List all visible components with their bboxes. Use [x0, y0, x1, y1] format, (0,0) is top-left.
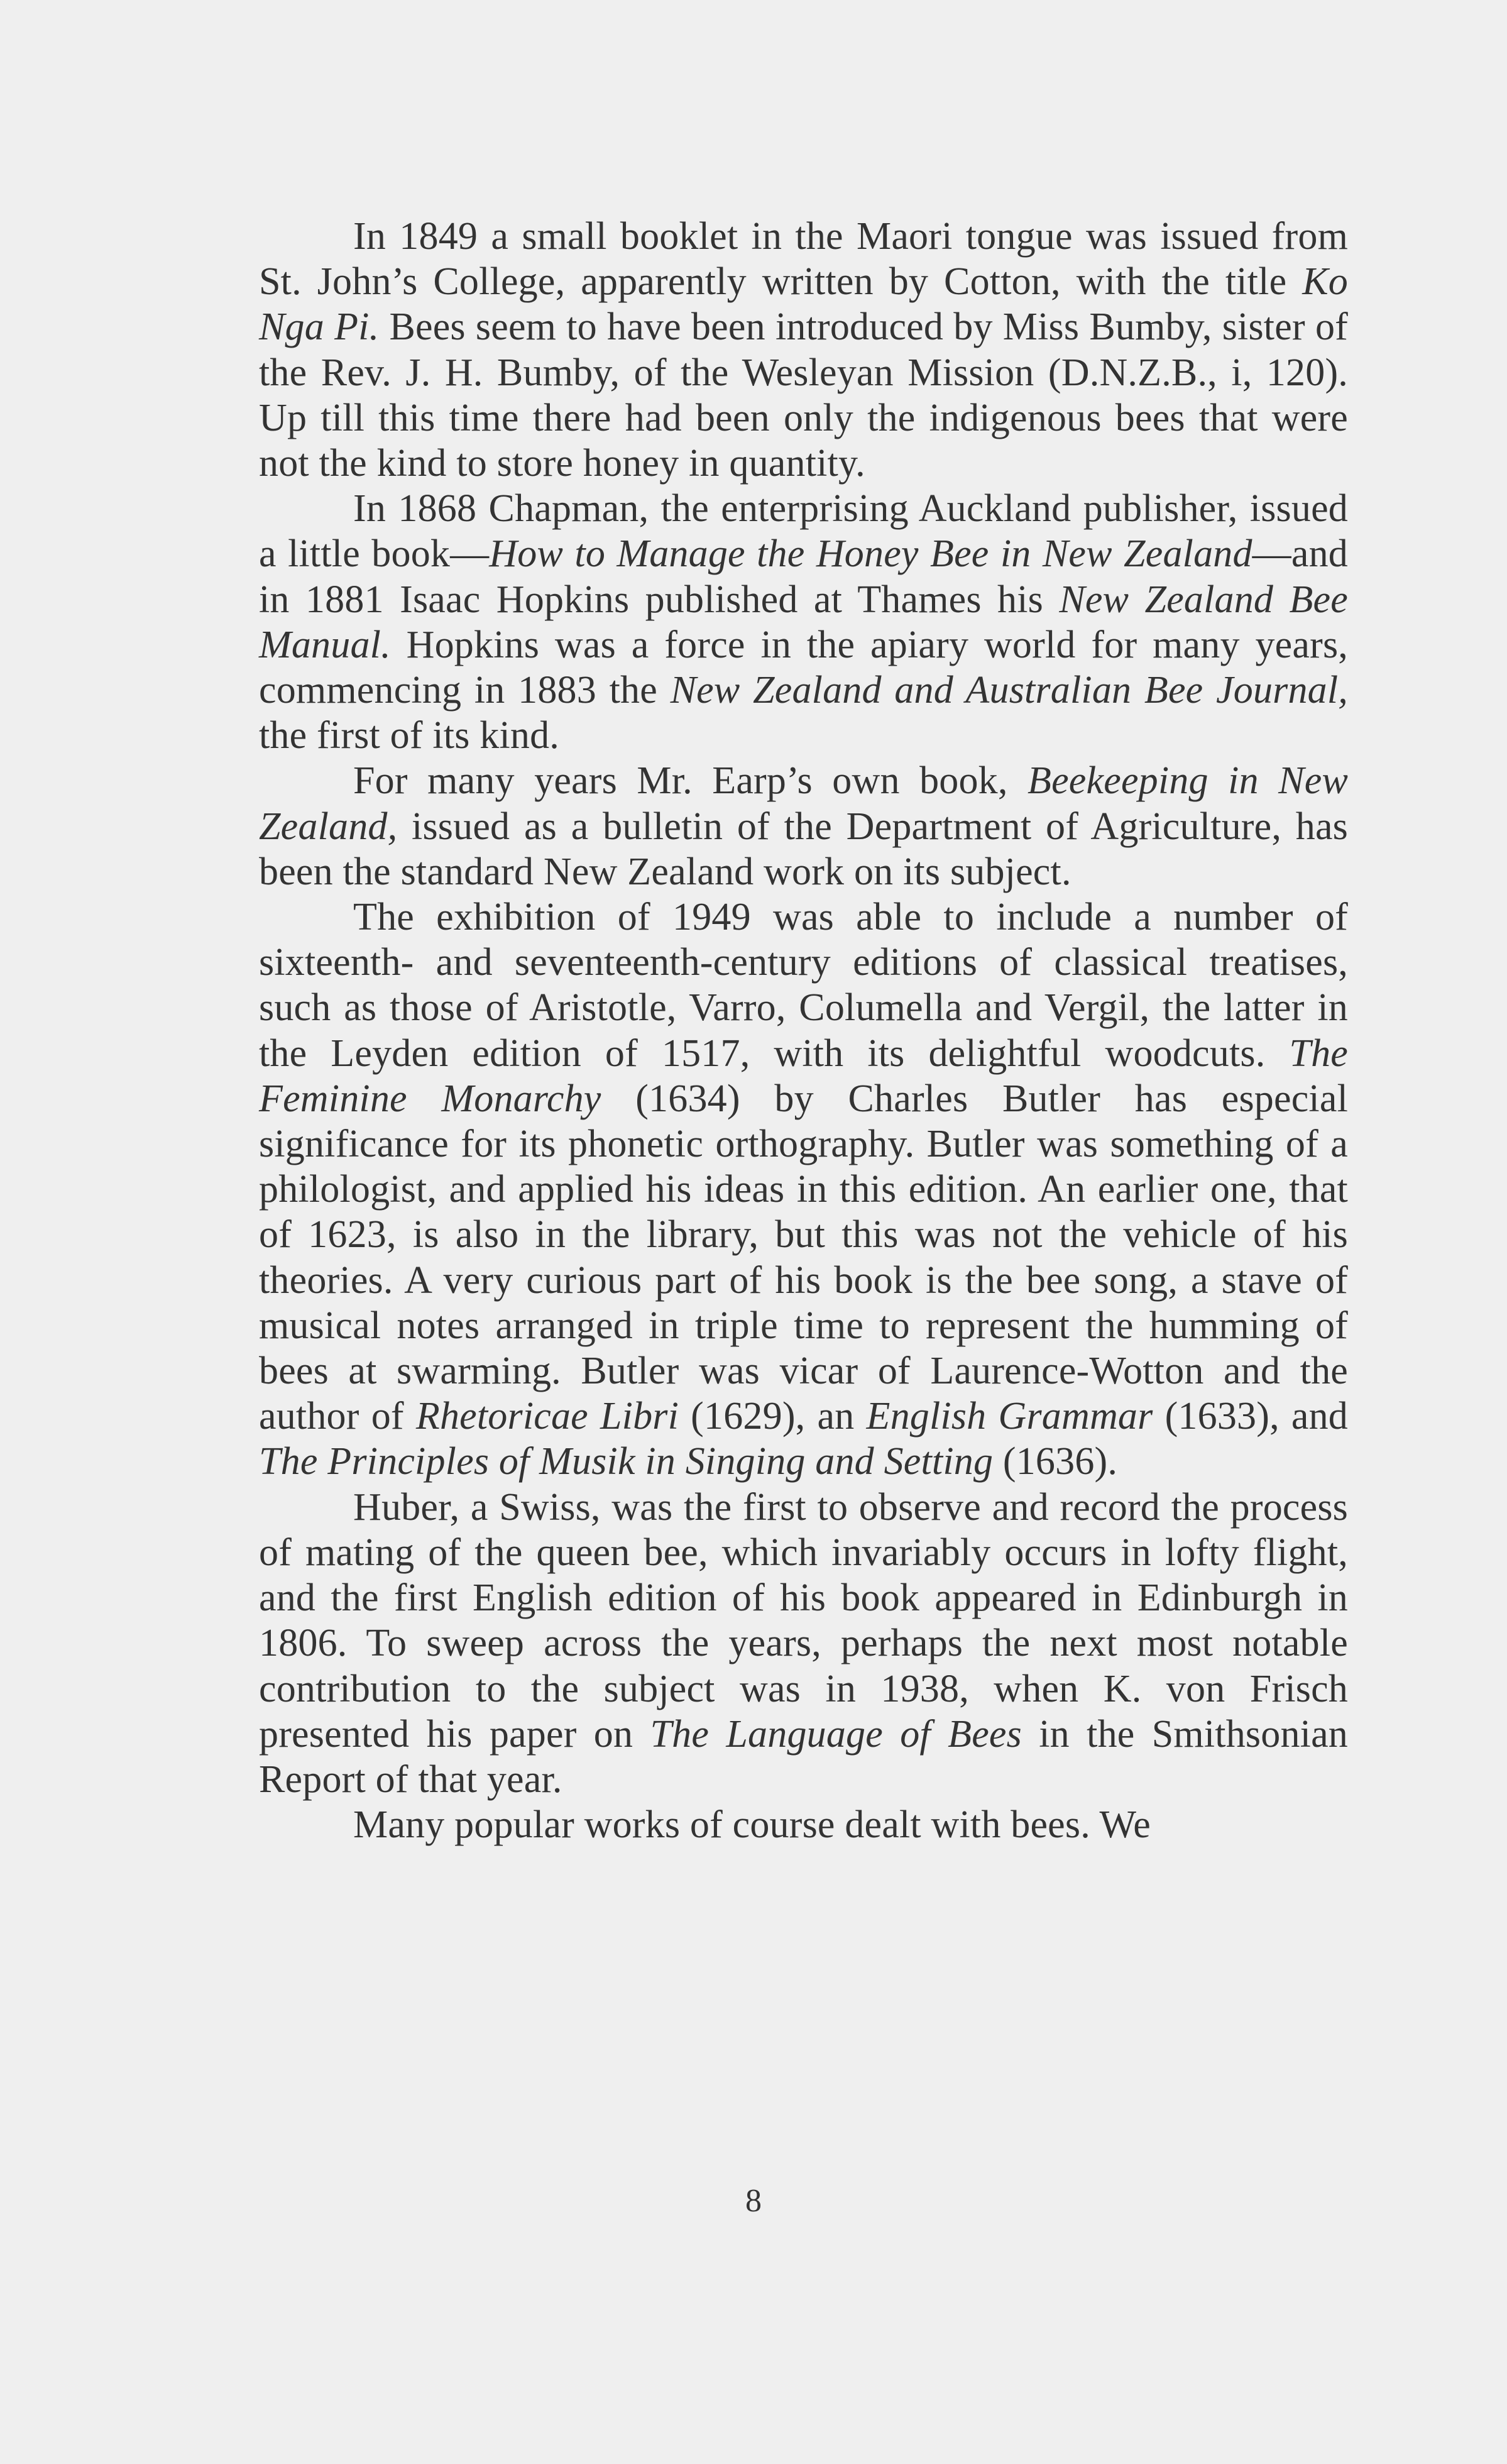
book-title-italic: Ko Nga Pi. — [259, 260, 1348, 349]
text-segment: —and in 1881 Isaac Hopkins published at Thames his — [259, 532, 1348, 621]
book-title-italic: How to Manage the Honey Bee in New Zealand — [489, 532, 1252, 576]
paragraph-4 — [259, 894, 1348, 1485]
text-segment: (1634) by Charles Butler has especial significance for its phonetic orthography. Butler was something of a philologist, and applied his ideas in this edition. An earlier one, that of 1623, is also in the library, but this was not the vehicle of his theories. A very curious part of his book is the bee song, a stave of musical notes arranged in triple time to represent the humming of bees at swarming. Butler was vicar of Laurence-Wotton and the author of — [259, 1077, 1348, 1438]
book-title-italic: The Principles of Musik in Singing and Setting — [259, 1440, 994, 1483]
paragraph-2 — [259, 486, 1348, 758]
paragraph-3 — [259, 758, 1348, 894]
paragraph-1 — [259, 214, 1348, 486]
book-title-italic: The Feminine Monarchy — [259, 1031, 1348, 1120]
text-segment: the first of its kind. — [259, 714, 559, 757]
text-segment: Bees seem to have been introduced by Miss Bumby, sister of the Rev. J. H. Bumby, of the Wesleyan Mission (D.N.Z.B., i, 120). Up till this time there had been only the indigenous bees that were not the kind to store honey in quantity. — [259, 305, 1348, 485]
text-segment: The exhibition of 1949 was able to include a number of sixteenth- and seventeenth-century editions of classical treatises, such as those of Aristotle, Varro, Columella and Vergil, the latter in the Leyden edition of 1517, with its delightful woodcuts. — [259, 896, 1348, 1075]
page-number: 8 — [745, 2183, 762, 2219]
book-title-italic: Beekeeping in New Zealand, — [259, 759, 1348, 848]
text-segment: Many popular works of course dealt with bees. We — [353, 1803, 1151, 1847]
text-segment: In 1868 Chapman, the enterprising Auckland publisher, issued a little book— — [259, 487, 1348, 576]
book-title-italic: The Language of Bees — [650, 1712, 1022, 1756]
text-segment: Hopkins was a force in the apiary world for many years, commencing in 1883 the — [259, 623, 1348, 712]
text-segment: issued as a bulletin of the Department of Agriculture, has been the standard New Zealand work on its subject. — [259, 805, 1348, 893]
text-segment: In 1849 a small booklet in the Maori tongue was issued from St. John’s College, apparently written by Cotton, with the title — [259, 215, 1348, 304]
text-segment: (1633), and — [1153, 1395, 1349, 1438]
book-title-italic: New Zealand Bee Manual. — [259, 578, 1348, 666]
book-title-italic: New Zealand and Australian Bee Journal, — [670, 669, 1348, 712]
text-segment: For many years Mr. Earp’s own book, — [353, 759, 1028, 803]
book-title-italic: English Grammar — [866, 1395, 1153, 1438]
paragraph-5 — [259, 1485, 1348, 1802]
book-title-italic: Rhetoricae Libri — [415, 1395, 679, 1438]
text-segment: Huber, a Swiss, was the first to observe and record the process of mating of the queen bee, which invariably occurs in lofty flight, and the first English edition of his book appeared in Edinburgh in 1806. To sweep across the years, perhaps the next most notable contribution to the subject was in 1938, when K. von Frisch presented his paper on — [259, 1485, 1348, 1756]
text-segment: in the Smithsonian Report of that year. — [259, 1712, 1348, 1801]
paragraph-6 — [259, 1802, 1348, 1847]
body-text — [259, 214, 1348, 1847]
text-segment: (1636). — [993, 1440, 1118, 1483]
text-segment: (1629), an — [679, 1395, 867, 1438]
